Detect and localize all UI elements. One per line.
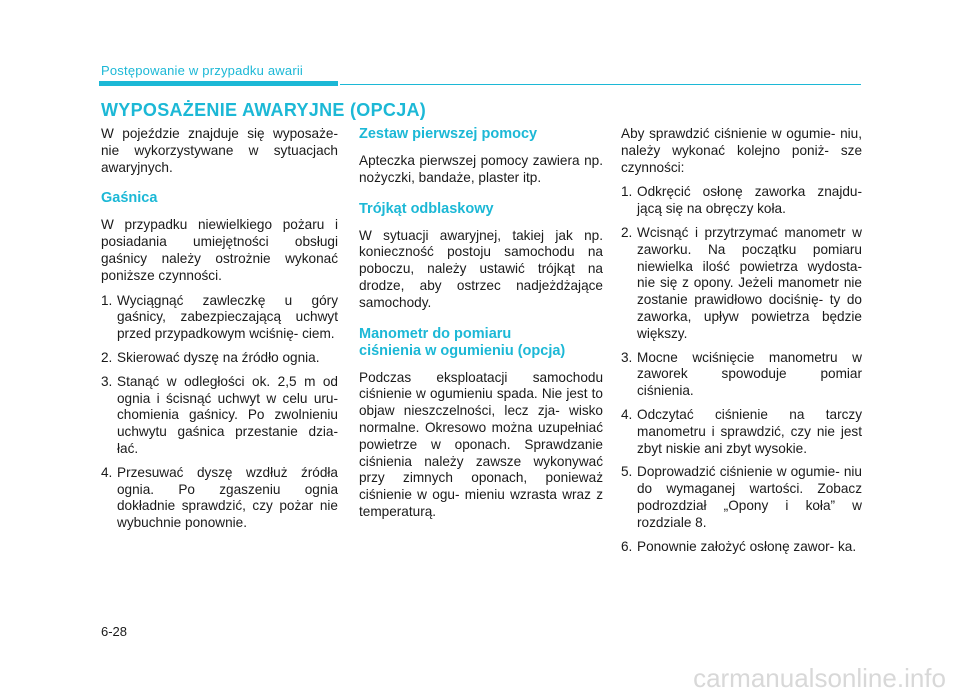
step-number: 4. [621,406,633,422]
step-number: 1. [621,184,633,200]
gauge-heading-line-2: ciśnienia w ogumieniu (opcja) [359,342,566,359]
column-3 [621,126,862,562]
step-text: Wyciągnąć zawleczkę u góry gaśnicy, zabezpieczającą uchwyt przed przypadkowym wciśnię- ciem. [117,292,338,342]
chapter-header: Postępowanie w przypadku awarii [101,63,304,78]
step-text: Odczytać ciśnienie na tarczy manometru i sprawdzić, czy nie jest zbyt niskie ani zbyt wysokie. [637,406,862,456]
header-rule-accent [99,81,338,86]
step-text: Skierować dyszę na źródło ognia. [117,349,320,365]
first-aid-paragraph: Apteczka pierwszej pomocy zawiera np. nożyczki, bandaże, plaster itp. [359,153,603,185]
step-text: Mocne wciśnięcie manometru w zaworek spowoduje pomiar ciśnienia. [637,349,862,399]
watermark: carmanualsonline.info [693,663,946,693]
header-rule [340,84,861,85]
list-item [101,350,338,367]
step-text: Odkręcić osłonę zaworka znajdu- jącą się na obręczy koła. [637,184,862,217]
triangle-paragraph: W sytuacji awaryjnej, takiej jak np. konieczność postoju samochodu na poboczu, należy ustawić trójkąt na drodze, aby ostrzec nadjeżdżające samochody. [359,227,603,310]
extinguisher-heading: Gaśnica [101,190,158,207]
list-item [101,374,338,458]
gauge-paragraph: Podczas eksploatacji samochodu ciśnienie w ogumieniu spada. Nie jest to objaw nieszczelności, lecz zja- wisko normalne. Okresowo można uzupełniać powietrze w oponach. Sprawdzanie ciśnienia należy zawsze wykonywać przy zimnych oponach, ponieważ ciśnienie w ogu- mieniu wzrasta wraz z temperaturą. [359,369,603,519]
list-item [621,184,862,218]
gauge-heading-line-1: Manometr do pomiaru [359,325,512,342]
step-text: Stanąć w odległości ok. 2,5 m od ognia i ścisnąć uchwyt w celu uru- chomienia gaśnicy. Po zwolnieniu uchwytu gaśnica przestanie dzia- łać. [117,373,338,456]
step-text: Ponownie założyć osłonę zawor- ka. [637,538,857,554]
pressure-steps [621,184,862,555]
intro-paragraph: W pojeździe znajduje się wyposaże- nie wykorzystywane w sytuacjach awaryjnych. [101,126,338,175]
step-number: 2. [621,224,633,240]
first-aid-heading: Zestaw pierwszej pomocy [359,126,538,142]
list-item [621,539,862,556]
list-item [621,225,862,343]
step-number: 3. [621,349,633,365]
extinguisher-steps [101,293,338,532]
list-item [621,464,862,531]
page-number: 6-28 [101,624,128,639]
list-item [621,407,862,457]
list-item [621,350,862,400]
column-1 [101,126,338,539]
step-number: 3. [101,373,113,389]
step-number: 5. [621,464,633,480]
step-number: 4. [101,464,113,480]
gauge-heading [359,326,603,360]
pressure-intro: Aby sprawdzić ciśnienie w ogumie- niu, należy wykonać kolejno poniż- sze czynności: [621,126,862,175]
step-number: 6. [621,538,633,554]
section-heading: WYPOSAŻENIE AWARYJNE (OPCJA) [101,100,427,120]
step-number: 1. [101,292,113,308]
column-2 [359,126,603,529]
step-text: Wcisnąć i przytrzymać manometr w zaworku. Na początku pomiaru niewielka ilość powietrza wydosta- nie się z opony. Jeżeli manometr nie zostanie prawidłowo dociśnię- ty do zaworka, upływ powietrza będzie większy. [637,224,862,341]
list-item [101,465,338,532]
step-number: 2. [101,349,113,365]
extinguisher-paragraph: W przypadku niewielkiego pożaru i posiadania umiejętności obsługi gaśnicy należy ostrożnie wykonać poniższe czynności. [101,217,338,283]
triangle-heading: Trójkąt odblaskowy [359,200,494,217]
step-text: Doprowadzić ciśnienie w ogumie- niu do wymaganej wartości. Zobacz podrozdział „Opony i koła” w rozdziale 8. [637,464,862,530]
list-item [101,293,338,343]
step-text: Przesuwać dyszę wzdłuż źródła ognia. Po zgaszeniu ognia dokładnie sprawdzić, czy pożar nie wybuchnie ponownie. [117,464,338,531]
